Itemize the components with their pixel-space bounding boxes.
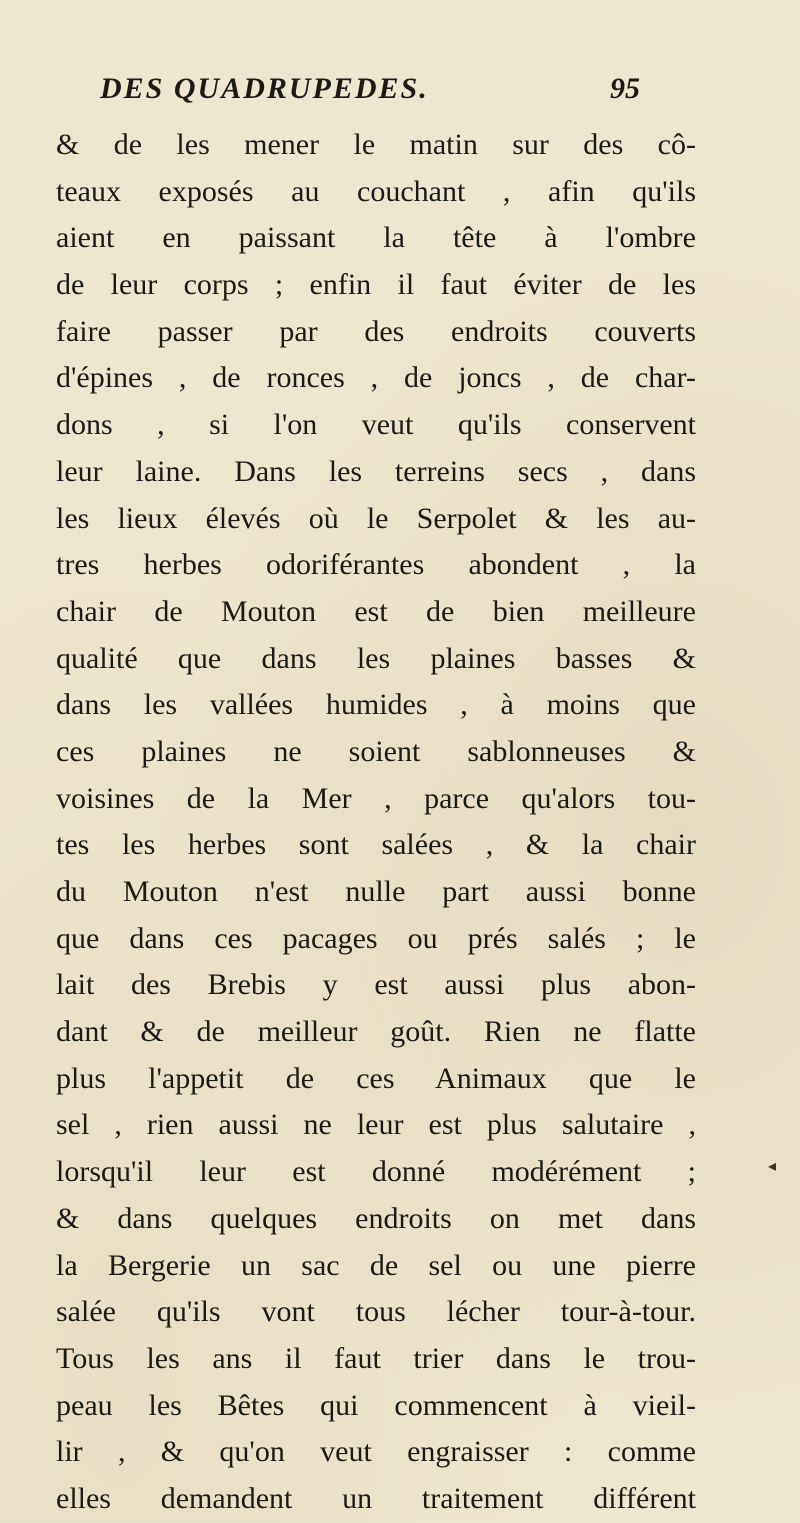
text-line: lir , & qu'on veut engraisser : comme (56, 1435, 696, 1469)
text-line: faire passer par des endroits couverts (56, 314, 696, 348)
text-line: tres herbes odoriférantes abondent , la (56, 548, 696, 582)
text-line: ces plaines ne soient sablonneuses & (56, 734, 696, 768)
text-line: Tous les ans il faut trier dans le trou- (56, 1341, 696, 1375)
text-line: la Bergerie un sac de sel ou une pierre (56, 1248, 696, 1282)
text-line: voisines de la Mer , parce qu'alors tou- (56, 781, 696, 815)
text-line: aient en paissant la tête à l'ombre (56, 221, 696, 255)
text-line: d'épines , de ronces , de joncs , de char- (56, 361, 696, 395)
text-line: tes les herbes sont salées , & la chair (56, 828, 696, 862)
text-line: elles demandent un traitement différent (56, 1481, 696, 1515)
running-title: DES QUADRUPEDES. (100, 72, 429, 105)
text-line: plus l'appetit de ces Animaux que le (56, 1061, 696, 1095)
text-line: & de les mener le matin sur des cô- (56, 128, 696, 161)
text-line: du Mouton n'est nulle part aussi bonne (56, 875, 696, 908)
text-line: qualité que dans les plaines basses & (56, 641, 696, 675)
margin-mark: ◂ (768, 1156, 777, 1175)
text-line: salée qu'ils vont tous lécher tour-à-tour. (56, 1295, 696, 1329)
text-line: & dans quelques endroits on met dans (56, 1201, 696, 1235)
text-line: lorsqu'il leur est donné modérément ; (56, 1155, 696, 1189)
text-line: peau les Bêtes qui commencent à vieil- (56, 1388, 696, 1422)
text-line: dons , si l'on veut qu'ils conservent (56, 408, 696, 442)
body-text (56, 122, 696, 1523)
text-line: chair de Mouton est de bien meilleure (56, 594, 696, 628)
page-header (100, 72, 640, 116)
text-line: dant & de meilleur goût. Rien ne flatte (56, 1015, 696, 1049)
text-line: dans les vallées humides , à moins que (56, 688, 696, 722)
page-number: 95 (610, 72, 640, 105)
text-line: que dans ces pacages ou prés salés ; le (56, 921, 696, 955)
text-line: leur laine. Dans les terreins secs , dans (56, 454, 696, 488)
text-line: les lieux élevés où le Serpolet & les au- (56, 501, 696, 535)
text-line: de leur corps ; enfin il faut éviter de les (56, 268, 696, 302)
text-line: lait des Brebis y est aussi plus abon- (56, 968, 696, 1002)
text-line: sel , rien aussi ne leur est plus salutaire , (56, 1108, 696, 1142)
text-line: teaux exposés au couchant , afin qu'ils (56, 174, 696, 208)
